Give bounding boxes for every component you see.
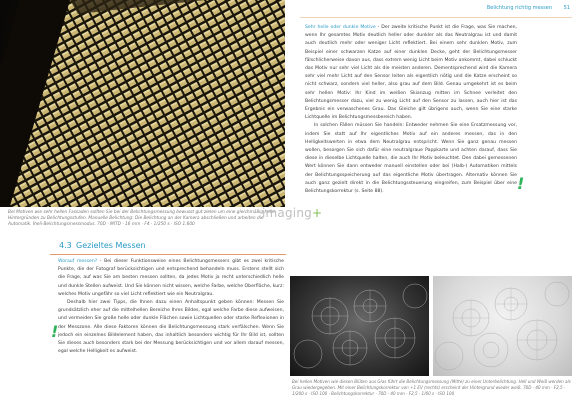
watermark (262, 206, 322, 220)
running-header (300, 0, 572, 18)
exclamation-icon: ! (51, 322, 59, 341)
glass-flowers-photo-dark (290, 276, 429, 376)
section-number: 4.3 (59, 241, 72, 250)
paragraph: Deshalb hier zwei Tipps, die Ihnen dazu einen Anhaltspunkt geben können: Messen Sie grundsätzlich eher auf die mittelhellen Bereiche Ihres Bildes, egal welche Farbe diese aufweisen, und vermeiden Sie große helle oder dunkle Flächen sowie Lichtquellen oder starke Reflexionen in der Messzone. Alle diese Faktoren können die Belichtungsmessung stark verfälschen. Wenn Sie jedoch ein einzelnes Bildelement haben, das inhaltlich besonders wichtig für Ihr Bild ist, sollten Sie dieses auch besonders stark bei der Messung berücksichtigen und vor allem darauf messen, egal welche Helligkeit es aufweist. (58, 300, 284, 355)
paragraph-text: - Bei dieser Funktionsweise eines Belichtungsmessers gibt es zwei kritische Punkte, die der Fotograf berücksichtigen und entsprechend behandeln muss. Erstens stellt sich die Frage, auf was Sie am besten messen sollten, da jedes Motiv ja recht unterschiedlich helle und dunkle Stellen aufweist. Und Sie können nicht wissen, welche Farbe, welche Oberfläche, kurz: welches Motiv ungefähr so viel Licht reflektiert wie ein Neutralgrau. (58, 259, 284, 297)
exclamation-icon: ! (517, 174, 525, 193)
building-photo (0, 0, 285, 207)
watermark-accent: + (311, 206, 323, 220)
section-title: Gezieltes Messen (76, 241, 146, 250)
lead-in: Worauf messen? (58, 259, 98, 264)
glass-flowers-photo-bright (433, 276, 572, 376)
right-body-text (305, 24, 517, 262)
skyscraper-illustration (0, 0, 285, 207)
left-body-text (58, 258, 284, 398)
section-heading (50, 240, 286, 255)
paragraph: In solchen Fällen müssen Sie handeln: Entweder nehmen Sie eine Ersatzmessung vor, indem Sie statt auf Ihr eigentliches Motiv auf ein anderes messen, das in den Helligkeitswerten in etwa dem Neutralgrau entspricht. Wenn Sie ganz genau messen wollen, besorgen Sie sich dafür eine neutralgraue Pappkarte und achten darauf, dass Sie diese in dieselbe Lichtquelle halten, die auch Ihr Motiv beleuchtet. Den dabei gemessenen Wert können Sie dann entweder manuell einstellen oder bei (Halb-) Automatiken mittels der Belichtungsspeicherung auf das eigentliche Motiv übertragen. Alternativ können Sie auch ganz gezielt direkt in die Belichtungssteuerung eingreifen, zum Beispiel über eine Belichtungskorrektur (s. Seite 88). (305, 123, 517, 195)
paragraph (305, 24, 517, 122)
glass-flowers-dark-illustration (290, 276, 429, 376)
page-number: 51 (563, 5, 570, 11)
paragraph (58, 258, 284, 299)
lead-in: Sehr helle oder dunkle Motive (305, 25, 376, 30)
photo-caption: Bei Motiven wie sehr hellen Fassaden sollten Sie bei der Belichtungsmessung bewusst gut zielen um eine gleichmäßig helle Hintergründen zu Belichtungsstufen. Manuelle Belichtung: Die Belichtung an der Kamera abschließen und arbeiten die Automatik. Iheli-Belichtungsmessmodus. 70D · MITD · 16 mm · F4 · 1/250 s · ISO 1.600 (8, 210, 275, 227)
paragraph-text: - Der zweite kritische Punkt ist die Frage, was Sie machen, wenn Ihr gesamtes Motiv deutlich heller oder dunkler als das Neutralgrau ist und damit auch deutlich mehr oder weniger Licht reflektiert. Bei einem sehr dunklen Motiv, zum Beispiel einer schwarzen Katze auf einer dunklen Decke, geht der Belichtungsmesser fälschlicherweise davon aus, dass extrem wenig Licht beim Motiv ankommt, dabei schluckt das Motiv nur sehr viel Licht als die meisten anderen. Dementsprechend wird die Kamera sehr viel mehr Licht auf den Sensor leiten als eigentlich nötig und die Katze erscheint so nicht schwarz, sondern viel heller, also grau auf dem Bild. Genau umgekehrt ist es beim sehr hellen Motiv: Ihr Kind im weißen Skianzug mitten im Schnee verleitet den Belichtungsmesser dazu, viel zu wenig Licht auf den Sensor zu lassen, auch hier ist das Ergebnis ein verwaschenes Grau. Das Gleiche gilt übrigens auch, wenn Sie eine starke Lichtquelle im Belichtungsmessbereich haben. (305, 25, 517, 121)
header-title: Belichtung richtig messen (486, 5, 552, 11)
photos-caption: Bei hellen Motiven wie diesen Blüten aus Glas führt die Belichtungsmessung (Mitte) zu einer Unterbelichtung. Hell und Weiß werden als Grau wiedergegeben. Mit einer Belichtungskorrektur von +1 EV (rechts) erscheint der Hintergrund wieder weiß. 70D · 40 mm · F2,5 · 1/200 s · ISO 100 · Belichtungskorrektur · 70D · 40 mm · F2,5 · 1/60 s · ISO 100 (292, 379, 571, 396)
glass-flowers-bright-illustration (433, 276, 572, 376)
watermark-text: imaging (262, 206, 312, 220)
